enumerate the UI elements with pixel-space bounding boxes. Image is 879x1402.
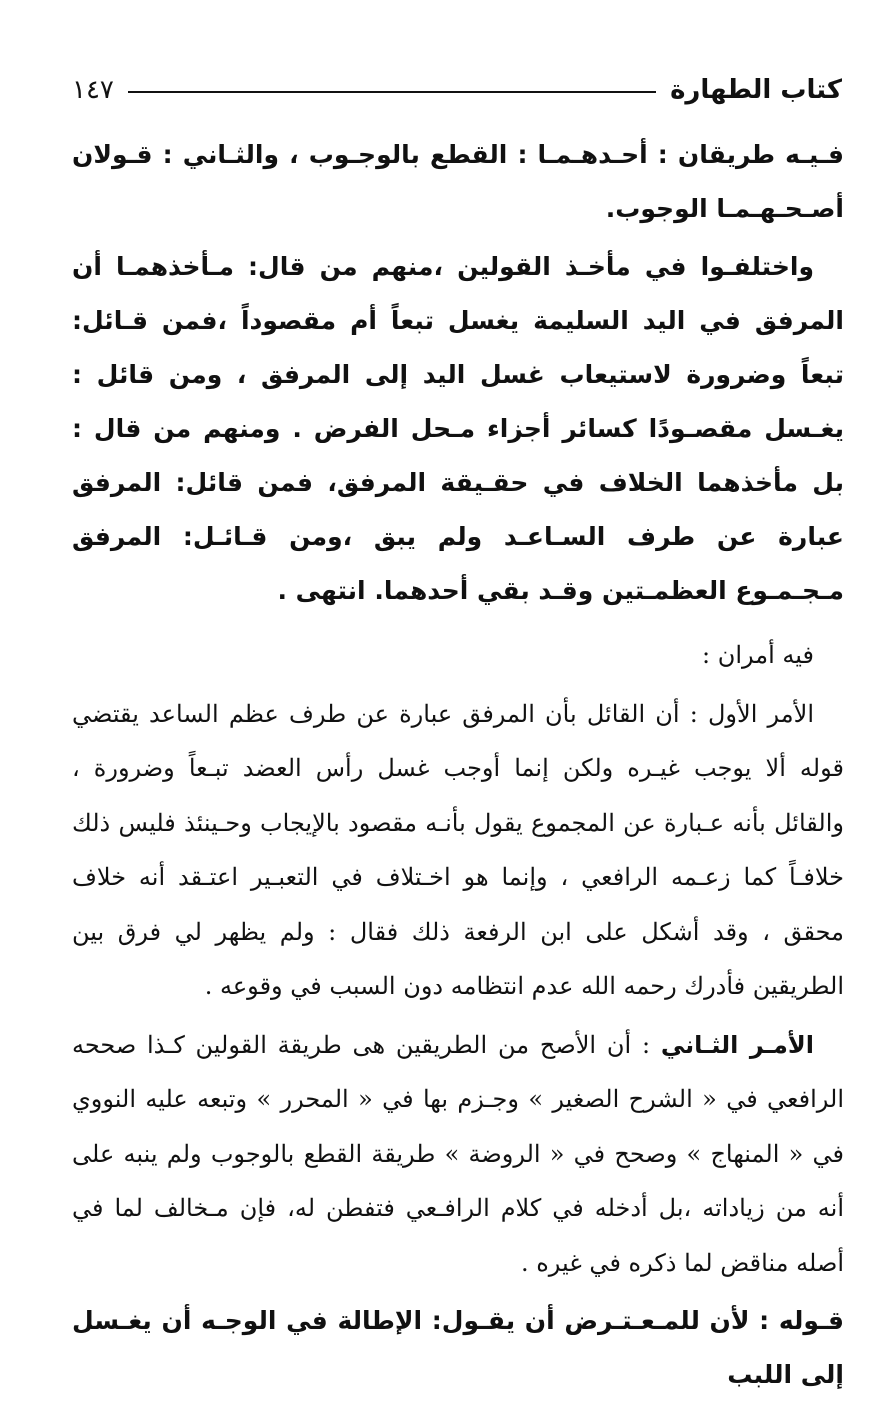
paragraph-two-matters-heading: فيه أمران : [702, 641, 814, 669]
paragraph-two-ways: فـيـه طريقان : أحـدهـمـا : القطع بالوجـوب ، والثـاني : قـولان أصـحـهـمـا الوجوب. [72, 140, 844, 223]
second-matter-text: : أن الأصح من الطريقين هى طريقة القولين كـذا صححه الرافعي في « الشرح الصغير » وجـزم بها في « المحرر » وتبعه عليه النووي في « المنهاج » وصحح في « الروضة » طريقة القطع بالوجوب ولم ينبه على أنه من زياداته ،بل أدخله في كلام الرافـعي فتفطن له، فإن مـخالف لما في أصله مناقض لما ذكره في غيره . [72, 1030, 844, 1277]
running-header [72, 68, 842, 112]
page-body [72, 128, 844, 1402]
paragraph-first-matter: الأمر الأول : أن القائل بأن المرفق عبارة عن طرف عظم الساعد يقتضي قوله ألا يوجب غيـره ولكن إنما أوجب غسل رأس العضد تبـعاً وضرورة ، والقائل بأنه عـبارة عن المجموع يقول بأنـه مقصود بالإيجاب وحـينئذ فليس ذلك خلافـاً كما زعـمه الرافعي ، وإنما هو اخـتلاف في التعبـير اعتـقد أنه خلاف محقق ، وقد أشكل على ابن الرفعة ذلك فقال : ولم يظهر لي فرق بين الطريقين فأدرك رحمه الله عدم انتظامه دون السبب في وقوعه . [72, 699, 844, 1000]
page-number: ١٤٧ [72, 75, 114, 105]
header-rule [128, 91, 656, 93]
second-matter-lead: الأمـر الثـاني [660, 1030, 814, 1059]
paragraph-second-matter [72, 1018, 844, 1291]
paragraph-disagreement: واختلفـوا في مأخـذ القولين ،منهم من قال: مـأخذهمـا أن المرفق في اليد السليمة يغسل تبعاً أم مقصوداً ،فمن قـائل: تبعاً وضرورة لاستيعاب غسل اليد إلى المرفق ، ومن قائل : يغـسل مقصـودًا كسائر أجزاء مـحل الفرض . ومنهم من قال : بل مأخذهما الخلاف في حقـيقة المرفق، فمن قائل: المرفق عبارة عن طرف السـاعـد ولم يبق ،ومن قـائـل: المرفق مـجـمـوع العظمـتين وقـد بقي أحدهما. انتهى . [72, 252, 844, 605]
paragraph-quote: قـوله : لأن للمـعـتـرض أن يقـول: الإطالة في الوجـه أن يغـسل إلى اللبب [72, 1306, 844, 1389]
chapter-title: كتاب الطهارة [670, 75, 842, 105]
